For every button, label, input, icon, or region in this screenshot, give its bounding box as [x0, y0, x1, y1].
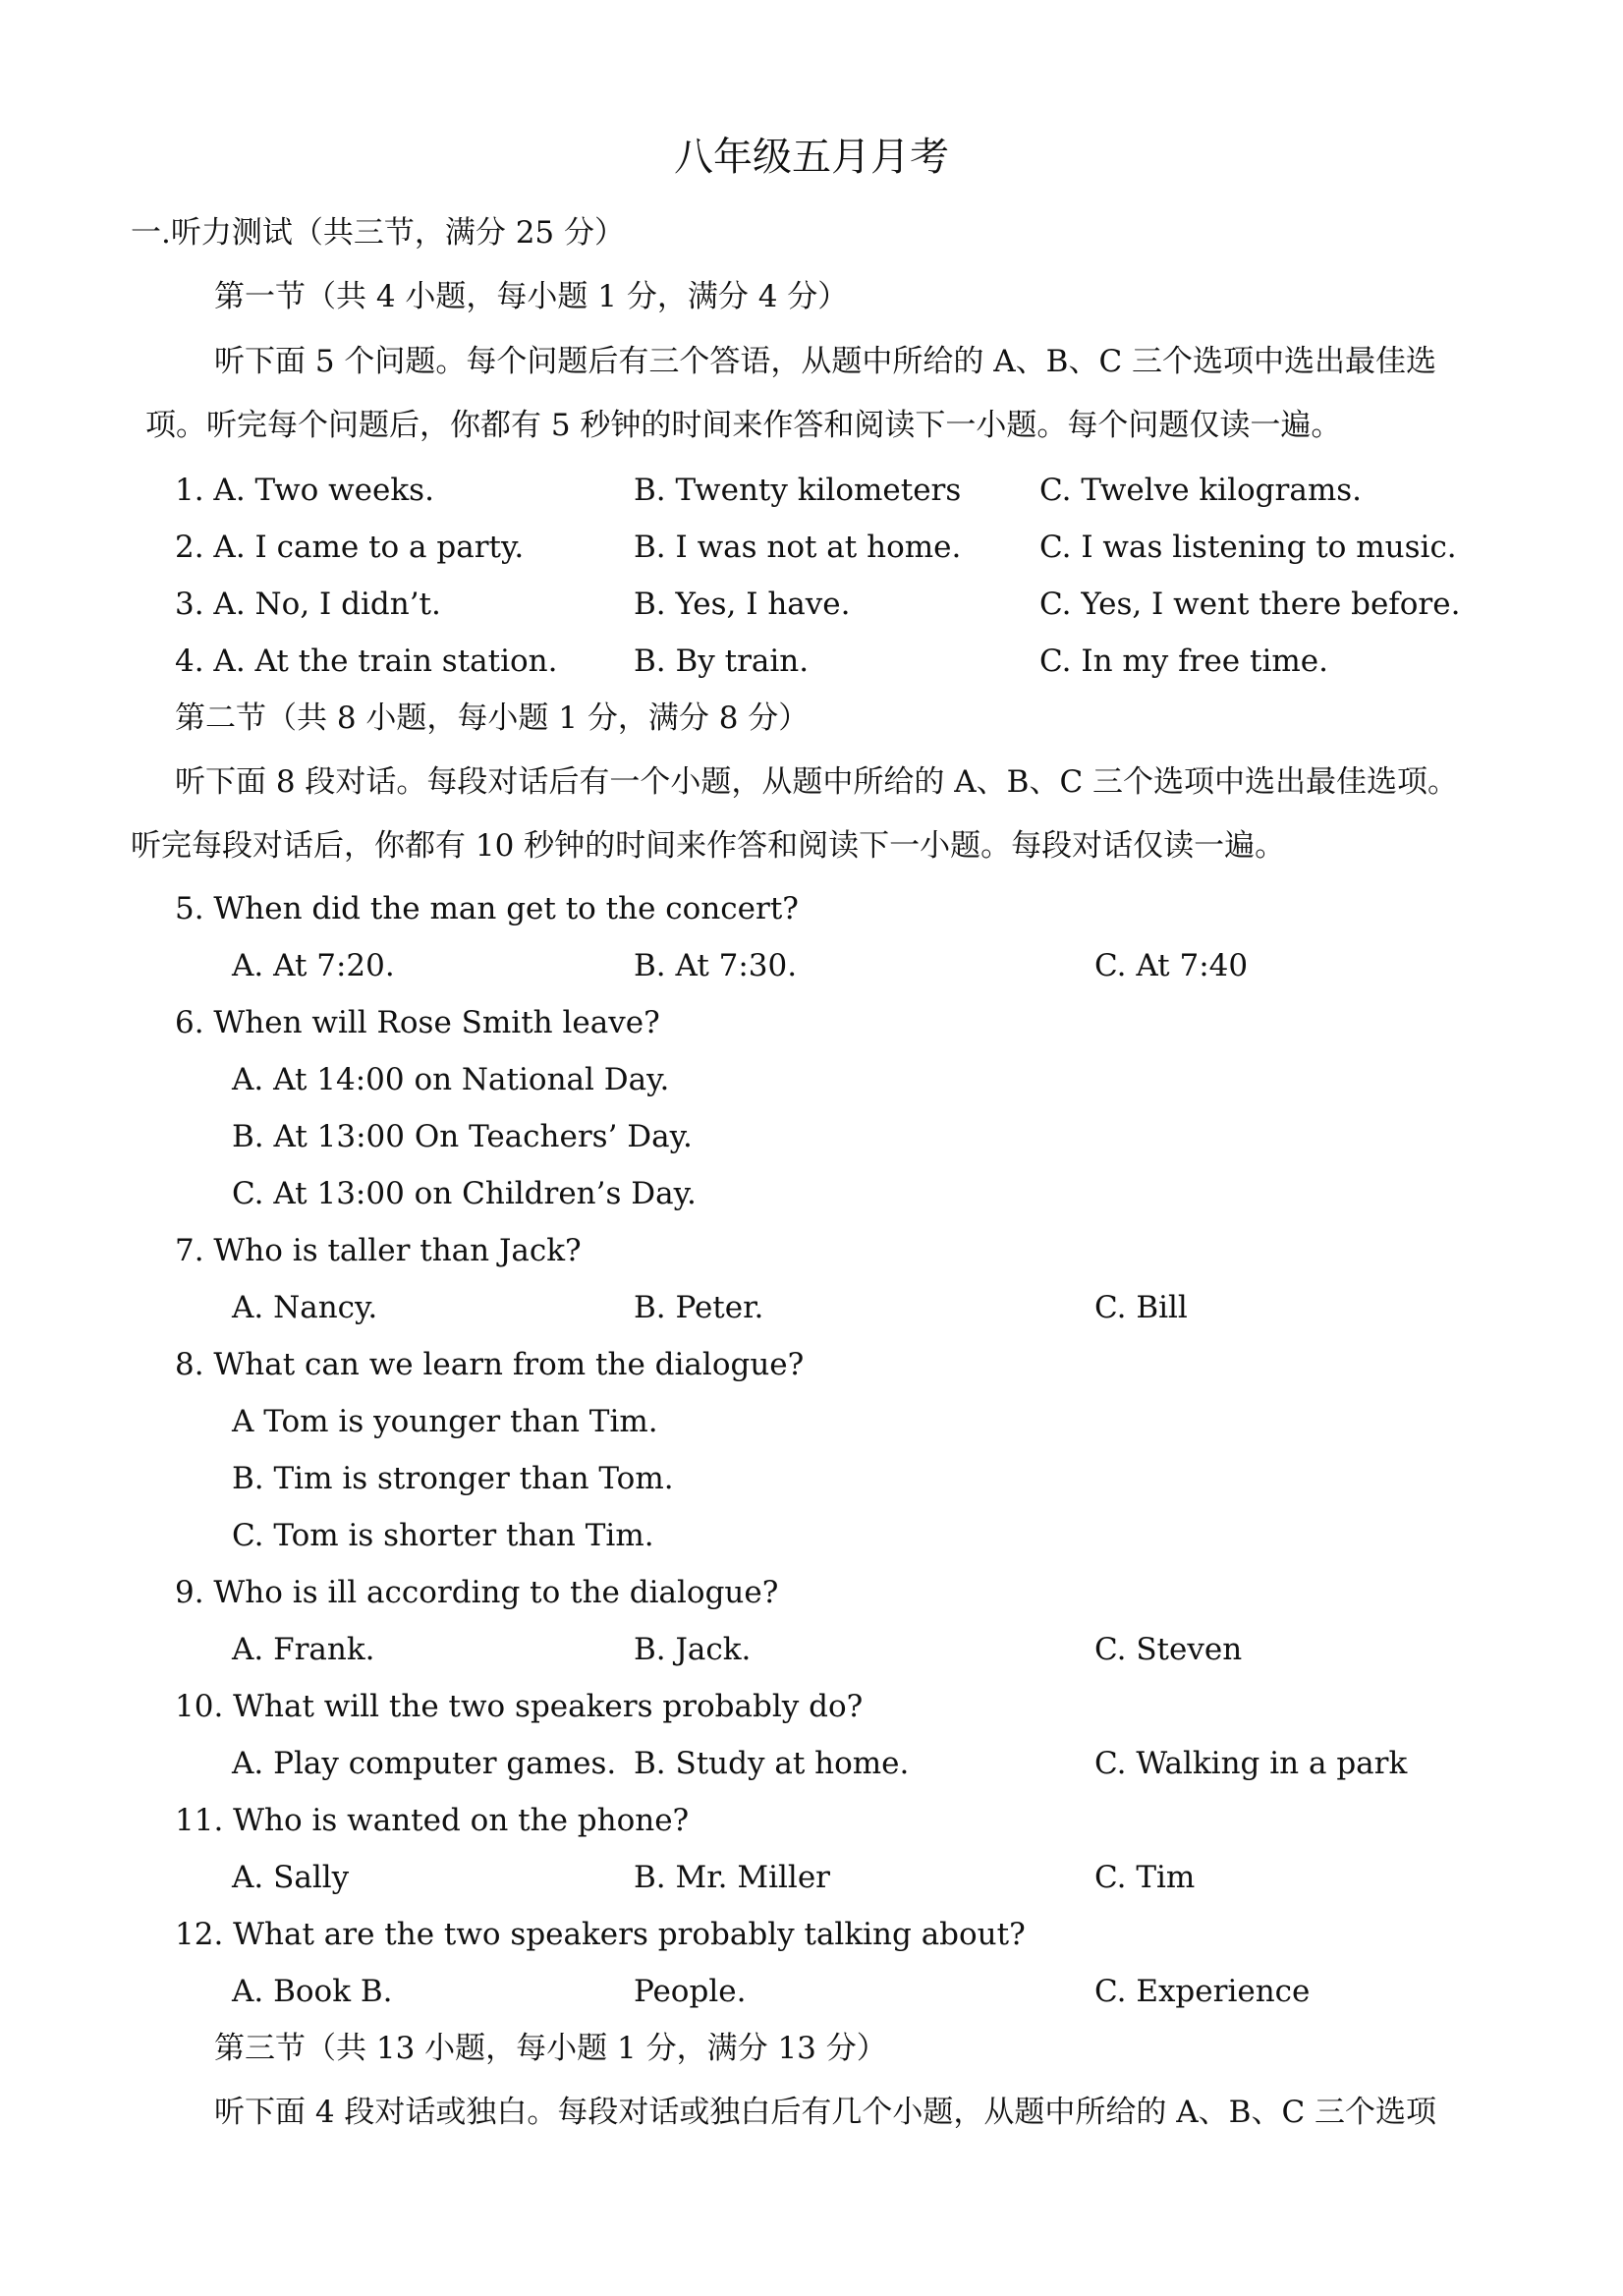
option-c: C. Experience	[1094, 1974, 1311, 2009]
option-b: B. Peter.	[634, 1290, 764, 1325]
option-a: A. At 7:20.	[232, 948, 395, 983]
option-b: B. At 7:30.	[634, 948, 798, 983]
option-a: A. At 14:00 on National Day.	[232, 1062, 670, 1097]
option-b: People.	[634, 1974, 747, 2009]
question-stem: 9. Who is ill according to the dialogue?	[175, 1575, 779, 1610]
option-b: B. Study at home.	[634, 1746, 910, 1781]
option-b: B. Tim is stronger than Tom.	[232, 1461, 674, 1496]
option-a: A. Sally	[232, 1860, 350, 1895]
section3-heading: 第三节（共 13 小题，每小题 1 分，满分 13 分）	[214, 2031, 887, 2066]
question-stem: 7. Who is taller than Jack?	[175, 1233, 582, 1268]
option-c: C. Steven	[1094, 1632, 1243, 1667]
question-stem: 11. Who is wanted on the phone?	[175, 1803, 690, 1838]
section2-heading: 第二节（共 8 小题，每小题 1 分，满分 8 分）	[175, 700, 810, 736]
part1-heading: 一.听力测试（共三节，满分 25 分）	[131, 215, 626, 251]
section2-instruction-line2: 听完每段对话后，你都有 10 秒钟的时间来作答和阅读下一小题。每段对话仅读一遍。	[131, 828, 1286, 864]
question-stem: 6. When will Rose Smith leave?	[175, 1005, 660, 1040]
option-a: A. Nancy.	[232, 1290, 378, 1325]
option-b: B. By train.	[634, 644, 810, 679]
option-c: C. Bill	[1094, 1290, 1188, 1325]
section1-heading: 第一节（共 4 小题，每小题 1 分，满分 4 分）	[214, 279, 849, 314]
option-a: 3. A. No, I didn’t.	[175, 587, 441, 622]
question-stem: 10. What will the two speakers probably do?	[175, 1689, 864, 1724]
option-c: C. Tom is shorter than Tim.	[232, 1518, 654, 1553]
question-stem: 5. When did the man get to the concert?	[175, 891, 799, 926]
section2-instruction-line1: 听下面 8 段对话。每段对话后有一个小题，从题中所给的 A、B、C 三个选项中选出最佳选项。	[175, 764, 1459, 800]
option-c: C. Yes, I went there before.	[1039, 587, 1461, 622]
option-a: 2. A. I came to a party.	[175, 530, 525, 565]
option-c: C. At 13:00 on Children’s Day.	[232, 1176, 697, 1211]
option-a: A. Frank.	[232, 1632, 375, 1667]
option-b: B. Jack.	[634, 1632, 752, 1667]
question-stem: 12. What are the two speakers probably talking about?	[175, 1917, 1026, 1952]
section1-instruction-line1: 听下面 5 个问题。每个问题后有三个答语，从题中所给的 A、B、C 三个选项中选出最佳选	[214, 344, 1437, 379]
section1-instruction-line2: 项。听完每个问题后，你都有 5 秒钟的时间来作答和阅读下一小题。每个问题仅读一遍。	[145, 408, 1342, 443]
option-b: B. I was not at home.	[634, 530, 962, 565]
option-a: A Tom is younger than Tim.	[232, 1404, 658, 1439]
option-a: A. Book B.	[232, 1974, 393, 2009]
option-c: C. Twelve kilograms.	[1039, 473, 1362, 508]
option-a: A. Play computer games.	[232, 1746, 617, 1781]
option-c: C. Tim	[1094, 1860, 1196, 1895]
option-b: B. At 13:00 On Teachers’ Day.	[232, 1119, 693, 1154]
option-c: C. In my free time.	[1039, 644, 1328, 679]
option-b: B. Mr. Miller	[634, 1860, 831, 1895]
option-b: B. Yes, I have.	[634, 587, 851, 622]
question-stem: 8. What can we learn from the dialogue?	[175, 1347, 805, 1382]
option-c: C. At 7:40	[1094, 948, 1249, 983]
page-title: 八年级五月月考	[674, 135, 949, 180]
option-c: C. Walking in a park	[1094, 1746, 1408, 1781]
option-a: 4. A. At the train station.	[175, 644, 558, 679]
section3-instruction-line1: 听下面 4 段对话或独白。每段对话或独白后有几个小题，从题中所给的 A、B、C 三个选项	[214, 2095, 1437, 2130]
option-b: B. Twenty kilometers	[634, 473, 962, 508]
option-a: 1. A. Two weeks.	[175, 473, 434, 508]
option-c: C. I was listening to music.	[1039, 530, 1457, 565]
